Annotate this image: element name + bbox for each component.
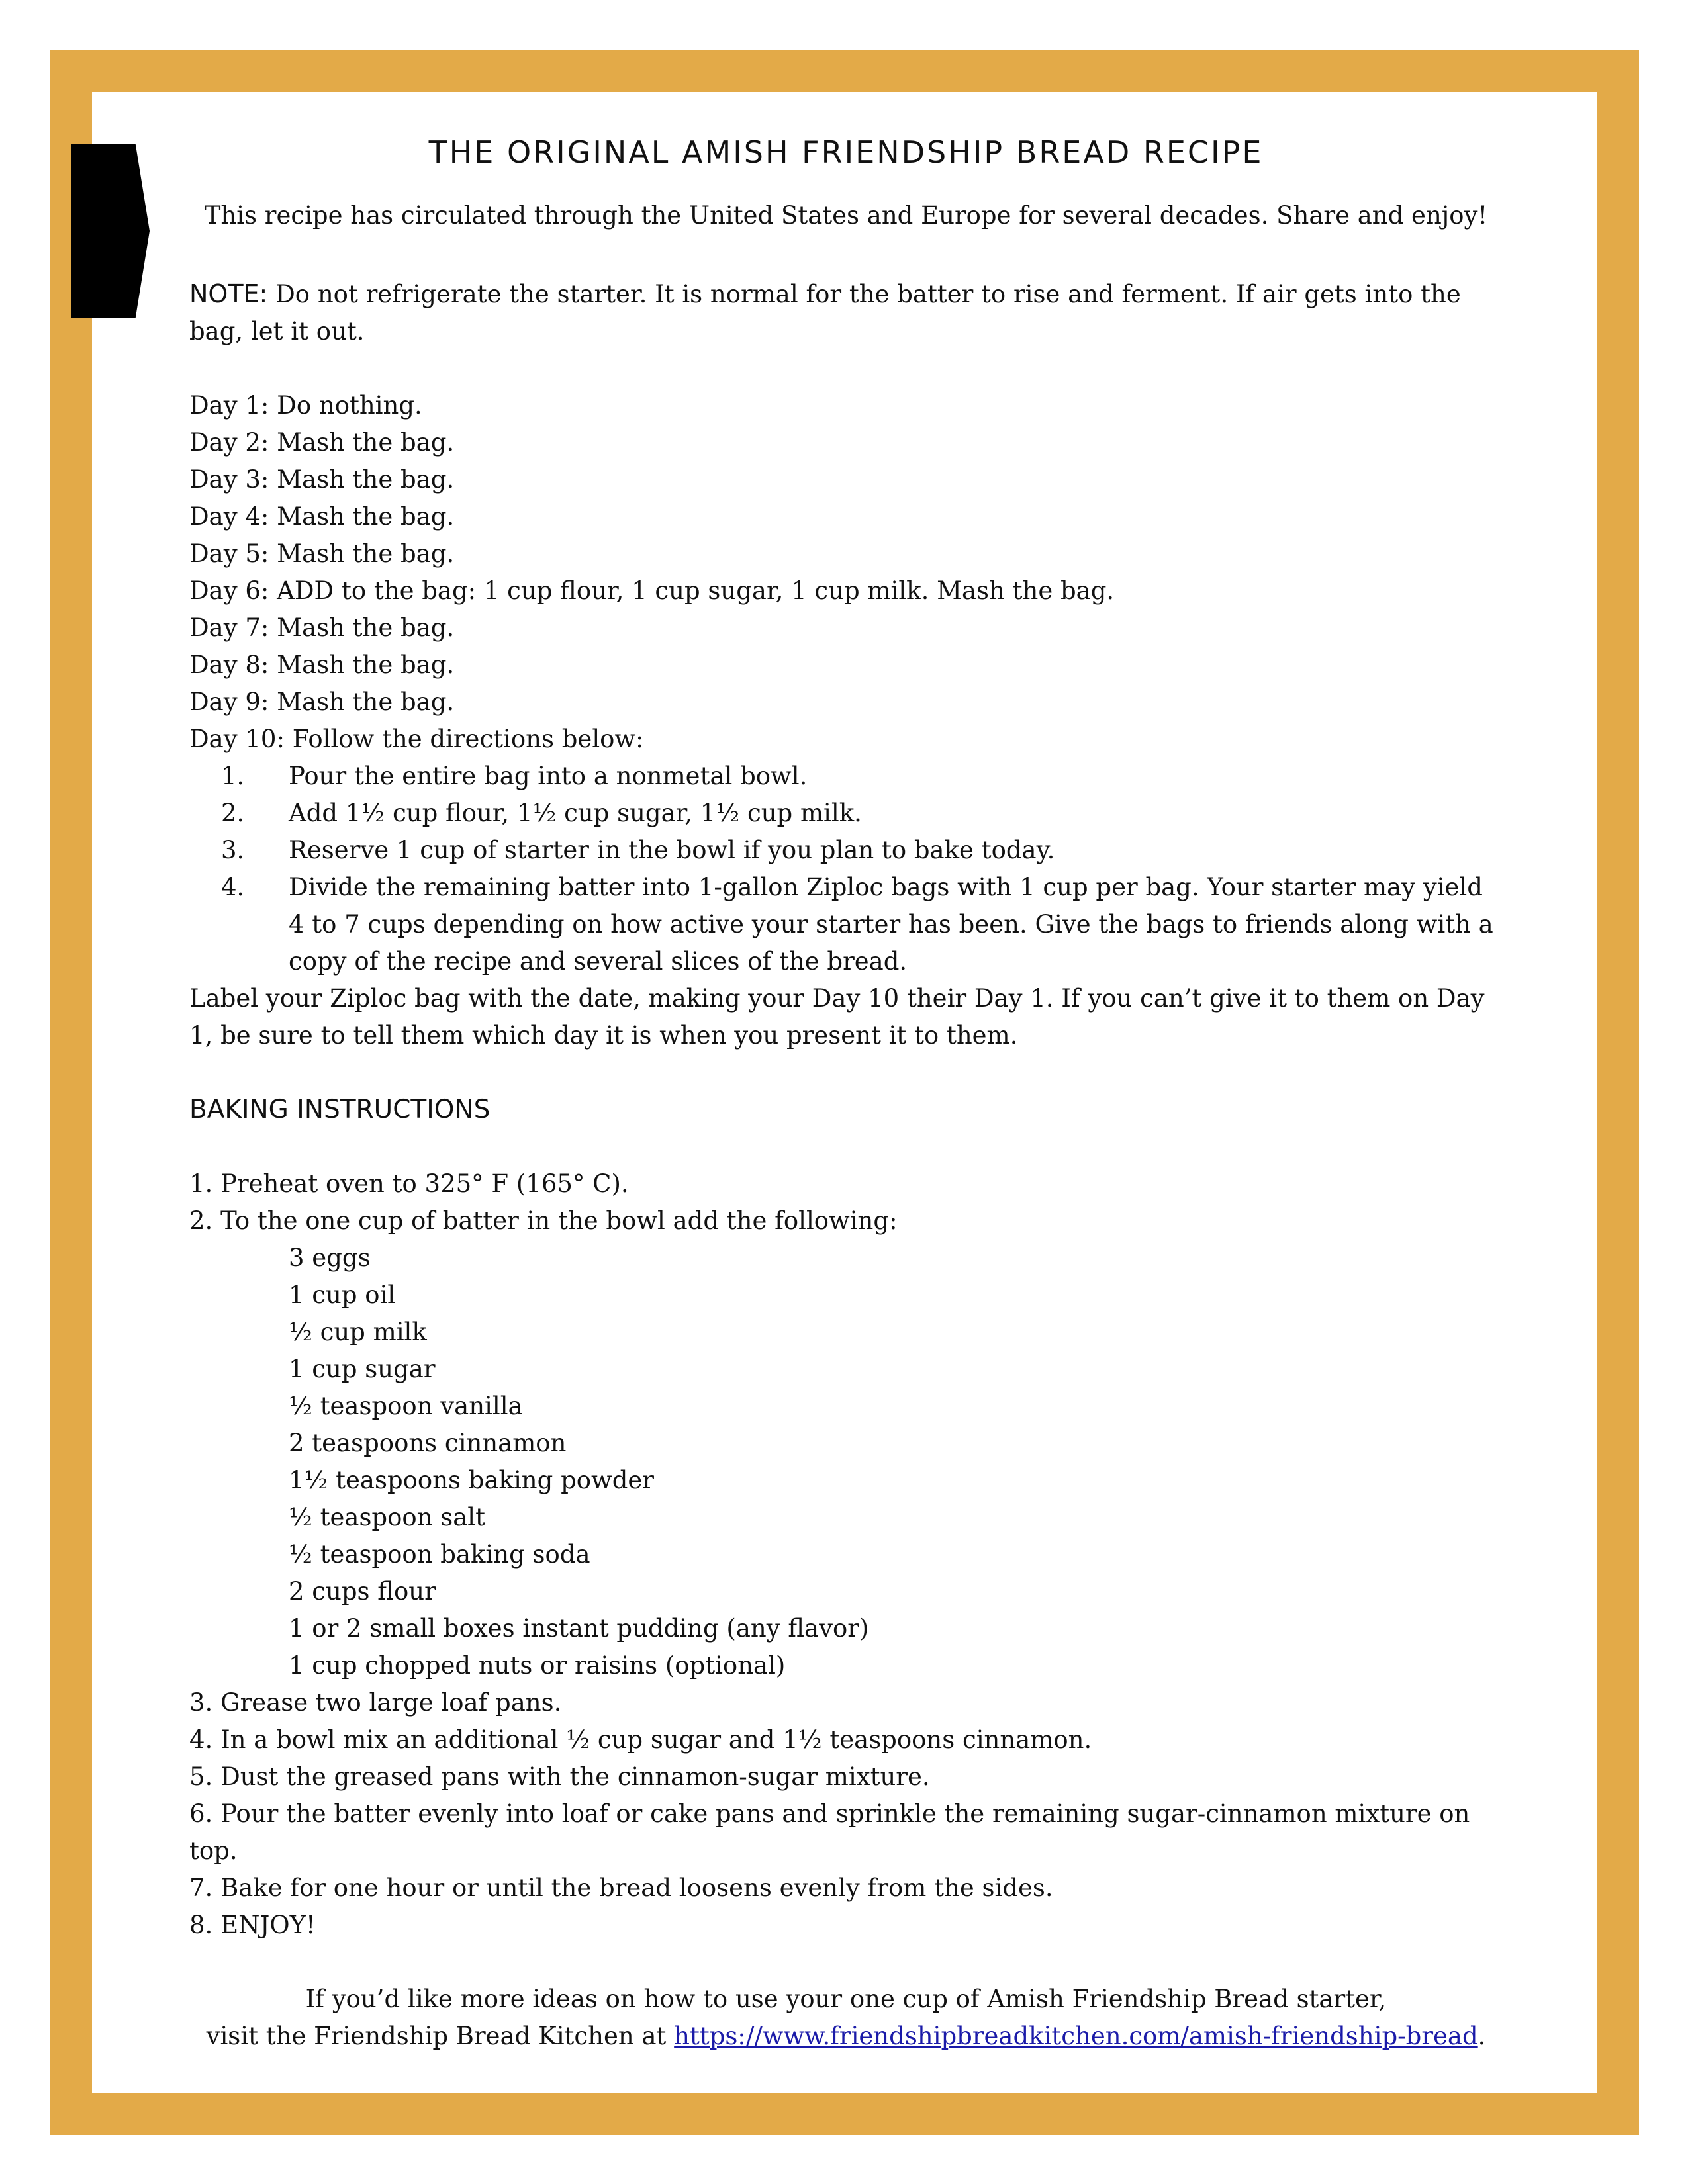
step-number: 1.: [221, 762, 245, 790]
day-item: Day 2: Mash the bag.: [189, 428, 455, 457]
ingredient-item: 1 or 2 small boxes instant pudding (any flavor): [289, 1614, 869, 1643]
page-title: THE ORIGINAL AMISH FRIENDSHIP BREAD RECIPE: [428, 134, 1264, 170]
ingredient-item: ½ teaspoon vanilla: [289, 1392, 523, 1420]
step-number: 4.: [221, 873, 245, 901]
baking-step: 7. Bake for one hour or until the bread loosens evenly from the sides.: [189, 1874, 1053, 1902]
day10-steps: [189, 758, 1503, 980]
step-text: Pour the entire bag into a nonmetal bowl.: [289, 762, 808, 790]
note-label: NOTE:: [189, 279, 268, 308]
ingredient-item: 2 teaspoons cinnamon: [289, 1429, 567, 1457]
baking-step: 2. To the one cup of batter in the bowl add the following:: [189, 1206, 898, 1235]
note-text: Do not refrigerate the starter. It is normal for the batter to rise and ferment. If air gets into the bag, let it out.: [189, 280, 1461, 345]
day-item: Day 10: Follow the directions below:: [189, 725, 644, 753]
day-item: Day 8: Mash the bag.: [189, 651, 455, 679]
ingredient-item: ½ teaspoon baking soda: [289, 1540, 590, 1569]
intro-text: This recipe has circulated through the United States and Europe for several decades. Share and enjoy!: [204, 201, 1488, 230]
list-item: [189, 832, 1503, 869]
ingredient-item: 1 cup chopped nuts or raisins (optional): [289, 1651, 786, 1680]
step-text: Divide the remaining batter into 1-gallon Ziploc bags with 1 cup per bag. Your starter may yield 4 to 7 cups depending on how active your starter has been. Give the bags to friends along with a copy of the recipe and several slices of the bread.: [289, 873, 1493, 976]
black-tab-marker: [71, 144, 150, 318]
footer-prefix: visit the Friendship Bread Kitchen at: [206, 2022, 675, 2050]
day-item: Day 9: Mash the bag.: [189, 688, 455, 716]
ingredient-item: 1 cup oil: [289, 1281, 396, 1309]
recipe-content: [189, 132, 1503, 2055]
day-item: Day 5: Mash the bag.: [189, 539, 455, 568]
list-item: [189, 795, 1503, 832]
day-item: Day 3: Mash the bag.: [189, 465, 455, 494]
ingredient-item: 1½ teaspoons baking powder: [289, 1466, 654, 1494]
footer-suffix: .: [1477, 2022, 1486, 2050]
footer-line: If you’d like more ideas on how to use your one cup of Amish Friendship Bread starter,: [305, 1985, 1387, 2013]
friendship-bread-kitchen-link[interactable]: https://www.friendshipbreadkitchen.com/amish-friendship-bread: [674, 2022, 1478, 2050]
ingredient-item: ½ cup milk: [289, 1318, 427, 1346]
baking-step: 6. Pour the batter evenly into loaf or cake pans and sprinkle the remaining sugar-cinnamon mixture on top.: [189, 1799, 1470, 1865]
baking-step: 4. In a bowl mix an additional ½ cup sugar and 1½ teaspoons cinnamon.: [189, 1725, 1092, 1754]
ingredient-item: ½ teaspoon salt: [289, 1503, 486, 1531]
baking-step: 8. ENJOY!: [189, 1911, 316, 1939]
ingredient-item: 3 eggs: [289, 1244, 371, 1272]
baking-step: 5. Dust the greased pans with the cinnamon-sugar mixture.: [189, 1762, 930, 1791]
ingredient-list: [189, 1240, 1503, 1684]
note-paragraph: [189, 275, 1503, 350]
day-item: Day 6: ADD to the bag: 1 cup flour, 1 cup sugar, 1 cup milk. Mash the bag.: [189, 576, 1115, 605]
ingredient-item: 2 cups flour: [289, 1577, 436, 1606]
list-item: [189, 869, 1503, 980]
day-item: Day 4: Mash the bag.: [189, 502, 455, 531]
step-number: 2.: [221, 799, 245, 827]
step-text: Reserve 1 cup of starter in the bowl if you plan to bake today.: [289, 836, 1055, 864]
step-text: Add 1½ cup flour, 1½ cup sugar, 1½ cup milk.: [289, 799, 862, 827]
ingredient-item: 1 cup sugar: [289, 1355, 436, 1383]
label-note: Label your Ziploc bag with the date, making your Day 10 their Day 1. If you can’t give it to them on Day 1, be sure to tell them which day it is when you present it to them.: [189, 984, 1485, 1050]
footer: [189, 1981, 1503, 2055]
baking-heading: BAKING INSTRUCTIONS: [189, 1095, 491, 1124]
list-item: [189, 758, 1503, 795]
footer-line: [189, 2018, 1503, 2055]
day-item: Day 1: Do nothing.: [189, 391, 422, 420]
day-item: Day 7: Mash the bag.: [189, 614, 455, 642]
baking-step: 3. Grease two large loaf pans.: [189, 1688, 562, 1717]
step-number: 3.: [221, 836, 245, 864]
day-list: [189, 387, 1503, 758]
baking-step: 1. Preheat oven to 325° F (165° C).: [189, 1169, 629, 1198]
